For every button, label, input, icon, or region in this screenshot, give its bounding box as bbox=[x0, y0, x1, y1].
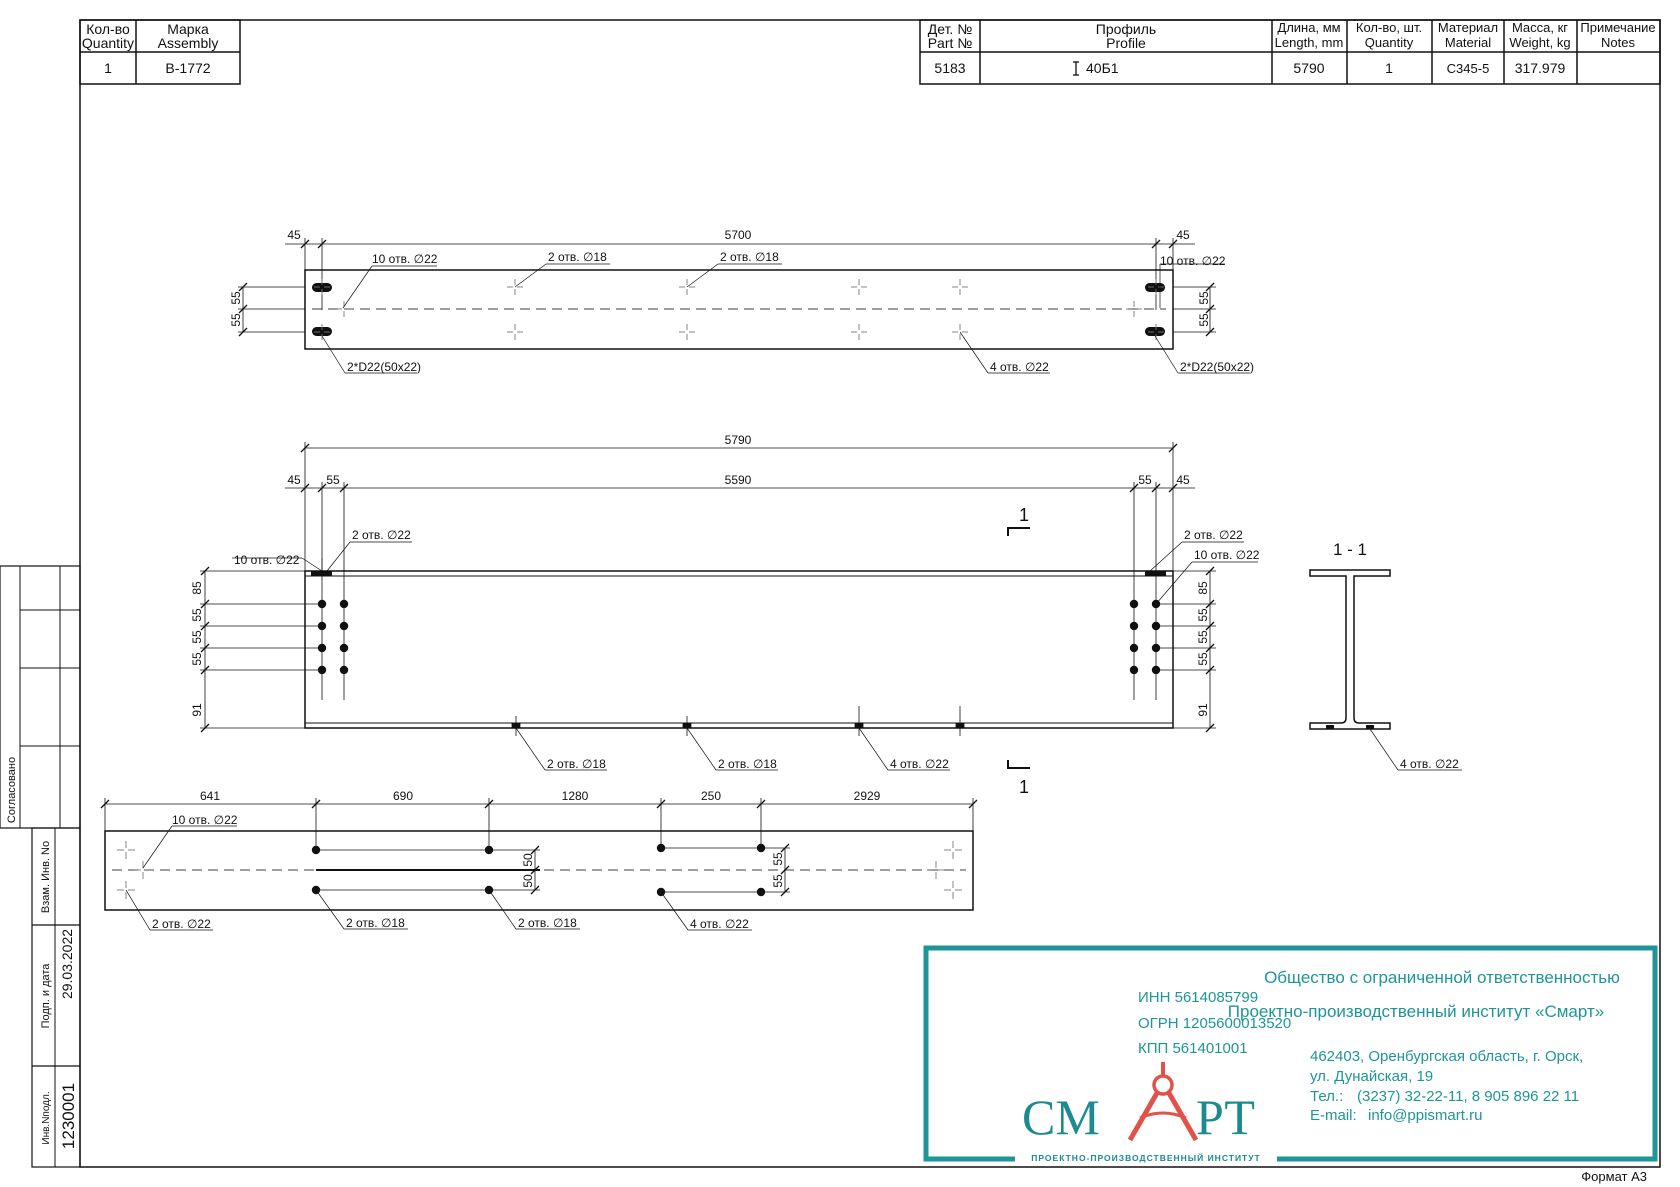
bottom-dim-1: 690 bbox=[392, 789, 414, 803]
bottom-label-c22: 4 отв. ∅22 bbox=[690, 917, 749, 931]
top-label-slot-right: 2*D22(50x22) bbox=[1180, 360, 1255, 374]
hole-center-mark bbox=[851, 279, 867, 295]
top-dim-right: 45 bbox=[1176, 228, 1190, 242]
company-addr-1: 462403, Оренбургская область, г. Орск, bbox=[1310, 1048, 1584, 1065]
bolt-hole bbox=[1152, 622, 1160, 630]
bottom-vdim-0: 50 bbox=[521, 853, 535, 867]
section-view bbox=[1310, 540, 1462, 771]
front-vdim-r0: 85 bbox=[1196, 581, 1210, 595]
hole-center-mark bbox=[952, 279, 968, 295]
bolt-hole bbox=[1130, 644, 1138, 652]
cell-assembly: В-1772 bbox=[165, 60, 211, 76]
top-label-4holes: 4 отв. ∅22 bbox=[990, 360, 1049, 374]
company-tel: (3237) 32-22-11, 8 905 896 22 11 bbox=[1357, 1088, 1580, 1105]
bolt-hole bbox=[657, 844, 665, 852]
hdr-part-ru: Дет. № bbox=[927, 21, 973, 37]
front-vdim-l4: 91 bbox=[190, 703, 204, 717]
bolt-hole bbox=[1130, 666, 1138, 674]
front-label-b2: 2 отв. ∅18 bbox=[718, 757, 777, 771]
bolt-hole bbox=[757, 888, 765, 896]
cell-material: С345-5 bbox=[1446, 61, 1490, 76]
top-flange-outline bbox=[305, 270, 1173, 349]
stamp-soglasovano: Согласовано bbox=[6, 756, 18, 824]
section-cut-top bbox=[1008, 528, 1030, 536]
bolt-hole bbox=[340, 644, 348, 652]
top-dim-left: 45 bbox=[287, 228, 301, 242]
bolt-hole bbox=[1152, 666, 1160, 674]
bolt-hole bbox=[1152, 644, 1160, 652]
bottom-vdim-3: 55 bbox=[771, 874, 785, 888]
stamp-podp: Подп. и дата bbox=[40, 963, 52, 1029]
logo-text-right: РТ bbox=[1196, 1089, 1255, 1145]
bolt-hole bbox=[340, 622, 348, 630]
front-vdim-l3: 55 bbox=[190, 652, 204, 666]
company-name-2: Проектно-производственный институт «Смарт» bbox=[1227, 1002, 1605, 1021]
format-label: Формат А3 bbox=[1581, 1169, 1647, 1184]
stamp-inv-no: 1230001 bbox=[59, 1082, 78, 1150]
company-inn: ИНН 5614085799 bbox=[1138, 989, 1259, 1006]
stamp-vzam: Взам. Инв. No bbox=[40, 840, 52, 914]
company-block bbox=[926, 948, 1655, 1166]
hdr-weight-en: Weight, kg bbox=[1509, 35, 1571, 50]
bottom-view bbox=[101, 789, 977, 931]
stamp-date: 29.03.2022 bbox=[59, 928, 75, 1000]
front-dim-total: 5790 bbox=[724, 433, 752, 447]
front-vdim-l1: 55 bbox=[190, 608, 204, 622]
front-label-tl-10: 10 отв. ∅22 bbox=[234, 553, 300, 567]
bolt-hole bbox=[485, 846, 493, 854]
top-label-h18-a: 2 отв. ∅18 bbox=[548, 250, 607, 264]
hdr-notes-ru: Примечание bbox=[1580, 20, 1656, 35]
front-hole-pattern bbox=[318, 600, 1160, 674]
top-vdim-l1: 55 bbox=[229, 291, 243, 305]
bottom-label-a18: 2 отв. ∅18 bbox=[346, 916, 405, 930]
hdr-material-en: Material bbox=[1444, 35, 1492, 50]
cell-profile: 40Б1 bbox=[1086, 60, 1119, 76]
hdr-material-ru: Материал bbox=[1437, 20, 1499, 35]
hdr-count-ru: Кол-во, шт. bbox=[1355, 20, 1423, 35]
bottom-vdim-1: 50 bbox=[521, 874, 535, 888]
company-kpp: КПП 561401001 bbox=[1138, 1040, 1248, 1057]
hole-center-mark bbox=[117, 841, 135, 859]
hole-center-mark bbox=[851, 324, 867, 340]
company-addr-2: ул. Дунайская, 19 bbox=[1310, 1068, 1434, 1085]
hdr-assembly-ru: Марка bbox=[167, 21, 209, 37]
bolt-hole bbox=[1130, 622, 1138, 630]
bolt-hole bbox=[340, 600, 348, 608]
side-stamp bbox=[0, 566, 80, 1167]
hdr-length-ru: Длина, мм bbox=[1277, 20, 1341, 35]
top-label-holes-left: 10 отв. ∅22 bbox=[372, 252, 438, 266]
bottom-label-b18: 2 отв. ∅18 bbox=[518, 916, 577, 930]
hdr-count-en: Quantity bbox=[1364, 35, 1414, 50]
front-vdim-l0: 85 bbox=[190, 581, 204, 595]
top-vdim-l2: 55 bbox=[229, 313, 243, 327]
cell-count: 1 bbox=[1385, 60, 1393, 76]
cell-weight: 317.979 bbox=[1514, 60, 1566, 76]
company-email-label: E-mail: bbox=[1310, 1107, 1357, 1124]
logo-text-left: СМ bbox=[1022, 1089, 1100, 1145]
front-vdim-r3: 55 bbox=[1196, 652, 1210, 666]
front-label-tr-10: 10 отв. ∅22 bbox=[1194, 548, 1260, 562]
company-email: info@ppismart.ru bbox=[1368, 1107, 1483, 1124]
hdr-profile-ru: Профиль bbox=[1095, 21, 1157, 37]
bottom-label-l10: 10 отв. ∅22 bbox=[172, 813, 238, 827]
company-ogrn: ОГРН 1205600013520 bbox=[1138, 1015, 1292, 1032]
assembly-table bbox=[80, 20, 240, 84]
cell-length: 5790 bbox=[1293, 60, 1325, 76]
bottom-flange-marks bbox=[512, 706, 964, 736]
section-title: 1 - 1 bbox=[1332, 540, 1368, 559]
top-label-h18-b: 2 отв. ∅18 bbox=[720, 250, 779, 264]
section-label: 4 отв. ∅22 bbox=[1400, 757, 1459, 771]
hdr-qty-en: Quantity bbox=[81, 35, 135, 51]
hdr-assembly-en: Assembly bbox=[157, 35, 219, 51]
bolt-hole bbox=[318, 622, 326, 630]
section-mark-top: 1 bbox=[1018, 505, 1030, 525]
bottom-vdim-2: 55 bbox=[771, 852, 785, 866]
front-vdim-r2: 55 bbox=[1196, 630, 1210, 644]
slot-hole bbox=[1145, 283, 1165, 292]
front-vdim-r4: 91 bbox=[1196, 703, 1210, 717]
front-vdim-l2: 55 bbox=[190, 630, 204, 644]
front-dim-l45: 45 bbox=[287, 473, 301, 487]
front-label-tr-2: 2 отв. ∅22 bbox=[1184, 528, 1243, 542]
bolt-hole bbox=[1130, 600, 1138, 608]
company-tel-label: Тел.: bbox=[1310, 1088, 1344, 1105]
front-vdim-r1: 55 bbox=[1196, 608, 1210, 622]
bolt-hole bbox=[318, 600, 326, 608]
bottom-label-l2: 2 отв. ∅22 bbox=[152, 917, 211, 931]
hdr-notes-en: Notes bbox=[1601, 35, 1635, 50]
top-dim-mid: 5700 bbox=[724, 228, 752, 242]
hole-center-mark bbox=[679, 324, 695, 340]
sheet-frame bbox=[80, 20, 1660, 1167]
front-dim-l55: 55 bbox=[326, 473, 340, 487]
bolt-hole bbox=[312, 846, 320, 854]
top-vdim-r1: 55 bbox=[1197, 291, 1211, 305]
stamp-inv: Инв.Nподл. bbox=[41, 1091, 52, 1145]
company-name-1: Общество с ограниченной ответственностью bbox=[1264, 968, 1620, 987]
section-cut-bottom bbox=[1008, 760, 1030, 768]
hdr-length-en: Length, mm bbox=[1274, 35, 1344, 50]
front-view bbox=[190, 433, 1260, 797]
bottom-dim-2: 1280 bbox=[561, 789, 589, 803]
i-beam-section bbox=[1310, 570, 1390, 729]
front-label-b3: 4 отв. ∅22 bbox=[890, 757, 949, 771]
bottom-dim-3: 250 bbox=[700, 789, 722, 803]
hole-center-mark bbox=[507, 324, 523, 340]
front-dim-r55: 55 bbox=[1138, 473, 1152, 487]
web-outline bbox=[305, 571, 1173, 728]
hdr-qty-ru: Кол-во bbox=[86, 21, 130, 37]
bolt-hole bbox=[318, 666, 326, 674]
top-label-holes-right: 10 отв. ∅22 bbox=[1160, 254, 1226, 268]
bolt-hole bbox=[340, 666, 348, 674]
top-vdim-r2: 55 bbox=[1197, 313, 1211, 327]
logo-subtitle: ПРОЕКТНО-ПРОИЗВОДСТВЕННЫЙ ИНСТИТУТ bbox=[1031, 1153, 1261, 1163]
top-view bbox=[229, 228, 1254, 374]
i-beam-icon bbox=[1073, 62, 1079, 75]
front-dim-r45: 45 bbox=[1176, 473, 1190, 487]
section-mark-bottom: 1 bbox=[1018, 777, 1030, 797]
slot-hole bbox=[1145, 327, 1165, 336]
hdr-weight-ru: Масса, кг bbox=[1511, 20, 1569, 35]
front-dim-mid: 5590 bbox=[724, 473, 752, 487]
hole-center-mark bbox=[944, 841, 962, 859]
bolt-hole bbox=[318, 644, 326, 652]
hole-center-mark bbox=[944, 881, 962, 899]
bottom-dim-4: 2929 bbox=[853, 789, 881, 803]
top-label-slot-left: 2*D22(50x22) bbox=[347, 360, 422, 374]
bottom-dim-0: 641 bbox=[199, 789, 221, 803]
hdr-profile-en: Profile bbox=[1106, 35, 1146, 51]
hole-center-mark bbox=[134, 861, 152, 879]
front-label-tl-2: 2 отв. ∅22 bbox=[352, 528, 411, 542]
part-table bbox=[920, 20, 1660, 84]
front-label-b1: 2 отв. ∅18 bbox=[547, 757, 606, 771]
bolt-hole bbox=[757, 844, 765, 852]
cell-part-no: 5183 bbox=[934, 60, 966, 76]
cell-qty: 1 bbox=[104, 60, 112, 76]
compass-logo-icon bbox=[1130, 1062, 1196, 1140]
hdr-part-en: Part № bbox=[927, 35, 973, 51]
